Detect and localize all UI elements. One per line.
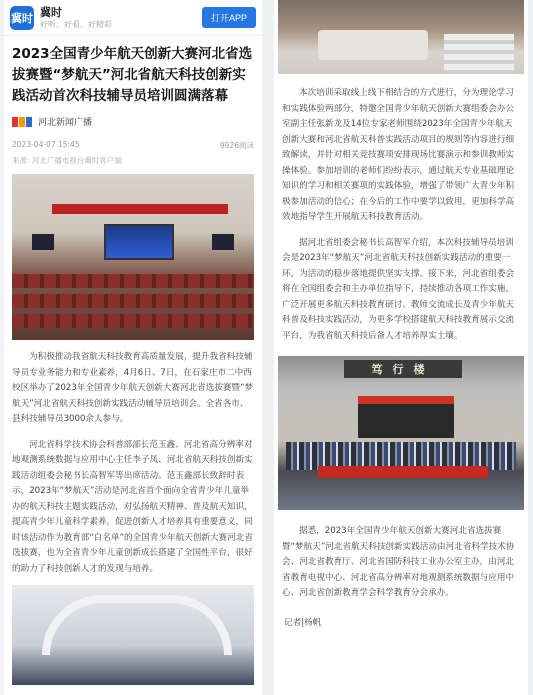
building-entrance xyxy=(358,396,454,438)
source-name: 河北新闻广播 xyxy=(38,118,93,128)
article-paragraph: 河北省科学技术协会科普部部长范玉鑫、河北省高分辨率对地观测系统数据与应用中心主任李子凤、河北省航天科技创新实践活动组委会秘书长高智军等出席活动。范玉鑫部长致辞时表示，2023年“梦航天”活动是河北省首个面向全省青少年儿童举办的航天科技主题实践活动，对弘扬航天精神、普及航天知识，提高青少年儿童科学素养，促进创新人才培养具有重要意义，同时该活动作为教育部“白名单”的全国青少年航天创新大赛河北省选拔赛，也为全省青少年儿童创新成长搭建了全国性平台，很好的助力了科技创新人才的发现与培养。 xyxy=(12,439,253,574)
group-banner xyxy=(318,466,488,478)
app-info xyxy=(40,6,112,30)
article-title: 2023全国青少年航天创新大赛河北省选拔赛暨“梦航天”河北省航天科技创新实践活动首次科技辅导员培训圆满落幕 xyxy=(12,46,253,104)
article-meta xyxy=(4,128,262,151)
conference-hall-photo[interactable] xyxy=(12,174,254,340)
reporter-credit: 记者|杨帆 xyxy=(284,617,322,628)
side-monitor-right xyxy=(212,234,234,250)
display-table xyxy=(318,30,428,60)
article-paragraph: 本次培训采取线上线下相结合的方式进行，分为理论学习和实践体验两部分，特邀全国青少年航天创新大赛组委会办公室副主任张新龙及14位专家老师围绕2023年全国青少年航天创新大赛和河北省航天科普实践活动项目的规则等内容进行细致解读，并针对相关竞技赛项安排现场比赛演示和参训教师实操体验。参加培训的老师们纷纷表示，通过航天专业基础理论知识的学习和相关赛项的实践体验，增强了带领广大青少年积极参加活动的信心；在今后的工作中要学以致用，更加科学高效地指导学生开展航天科技教育活动。 xyxy=(282,88,515,222)
publish-date: 2023-04-07 15:45 xyxy=(12,140,80,149)
article-source[interactable] xyxy=(4,107,262,128)
training-room-photo[interactable] xyxy=(12,585,254,685)
audience-row xyxy=(12,314,254,328)
app-logo: 冀时 xyxy=(10,6,34,30)
ceiling-arch xyxy=(42,595,232,655)
side-monitor-left xyxy=(32,234,54,250)
app-slogan: 好听、好看、好精彩 xyxy=(40,19,112,29)
app-banner xyxy=(4,0,262,36)
model-display-photo[interactable] xyxy=(278,0,524,74)
source-logo-icon xyxy=(12,117,32,127)
article-left-column xyxy=(4,0,262,695)
article-right-column xyxy=(274,0,528,695)
audience-row xyxy=(12,294,254,308)
article-paragraph: 据河北省组委会秘书长高智军介绍，本次科技辅导员培训会是2023年“梦航天”河北省航天科技创新实践活动的重要一环，为活动的稳步落地提供坚实支撑。接下来，河北省组委会将在全国组委会和主办单位指导下，持续推动各项工作实施，广泛开展更多航天科技教育研讨、教师交流成长及青少年航天科普及科技实践活动，为更多学校搭建航天科技教育展示交流平台，为我省航天科技后备人才培养厚实土壤。 xyxy=(282,237,515,341)
group-photo[interactable] xyxy=(278,356,524,510)
projector-screen xyxy=(104,224,174,260)
audience-row xyxy=(12,274,254,288)
stairs xyxy=(444,34,514,74)
article-paragraph: 据悉，2023年全国青少年航天创新大赛河北省选拔赛暨“梦航天”河北省航天科技创新实践活动由河北省科学技术协会、河北省教育厅、河北省国防科技工业办公室主办，由河北省教育电视中心、河北省高分辨率对地观测系统数据与应用中心、河北省创新教育学会科学教育分会承办。 xyxy=(282,526,515,598)
building-sign: 笃行楼 xyxy=(344,360,462,378)
app-name: 冀时 xyxy=(40,5,62,19)
read-count: 9926阅读 xyxy=(219,141,254,150)
stage-banner xyxy=(52,204,228,214)
article-origin: 来源: 河北广播电视台冀时客户端 xyxy=(12,156,122,165)
article-paragraph: 为积极推动我省航天科技教育高质量发展，提升我省科技辅导员专业务能力和专业素养，4月6日、7日，在石家庄市二中西校区举办了2023年全国青少年航天创新大赛河北省选拔赛暨“梦航天”河北省航天科技创新实践活动辅导员培训会。全省各市、县科技辅导员3000余人参与。 xyxy=(12,352,254,424)
open-app-button[interactable]: 打开APP xyxy=(202,7,256,28)
